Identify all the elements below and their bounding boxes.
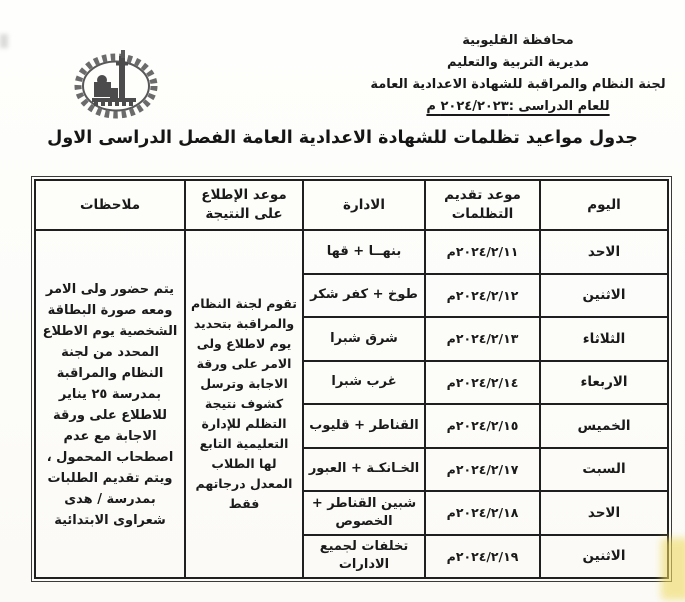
date-cell: ٢٠٢٤/٢/١٣م: [425, 317, 540, 361]
day-cell: الاثنين: [540, 535, 668, 579]
administration-cell: شبين القناطر + الخصوص: [303, 491, 425, 535]
day-cell: الخميس: [540, 404, 668, 448]
header-result-view-date: موعد الإطلاع على النتيجة: [185, 180, 303, 230]
administration-cell: القناطر + قليوب: [303, 404, 425, 448]
date-cell: ٢٠٢٤/٢/١٨م: [425, 491, 540, 535]
date-cell: ٢٠٢٤/٢/١٩م: [425, 535, 540, 579]
administration-cell: غرب شبرا: [303, 361, 425, 405]
page-title: جدول مواعيد تظلمات للشهادة الاعدادية العامة الفصل الدراسى الاول: [47, 128, 638, 148]
letterhead-academic-year: للعام الدراسى :٢٠٢٤/٢٠٢٣ م: [426, 99, 610, 114]
header-administration: الادارة: [303, 180, 425, 230]
date-cell: ٢٠٢٤/٢/١٢م: [425, 274, 540, 318]
administration-cell: تخلفات لجميع الادارات: [303, 535, 425, 579]
appeals-schedule-table: [34, 179, 669, 579]
header-submission-date: موعد تقديم التظلمات: [425, 180, 540, 230]
day-cell: الاثنين: [540, 274, 668, 318]
letterhead-directorate: مديرية التربية والتعليم: [446, 55, 590, 70]
table-row: [35, 230, 668, 274]
scan-artifact-smudge: [0, 34, 8, 48]
letterhead: [363, 30, 673, 118]
administration-cell: شرق شبرا: [303, 317, 425, 361]
administration-cell: بنهــا + قها: [303, 230, 425, 274]
governorate-emblem: [58, 44, 170, 128]
day-cell: الاحد: [540, 230, 668, 274]
notes-cell: يتم حضور ولى الامر ومعه صورة البطاقة الشخصية يوم الاطلاع المحدد من لجنة النظام والمراقبة بمدرسة ٢٥ يناير للاطلاع على ورقة الاجابة مع عدم اصطحاب المحمول ، ويتم تقديم الطلبات بمدرسة / هدى شعراوى الابتدائية: [35, 230, 185, 578]
date-cell: ٢٠٢٤/٢/١٤م: [425, 361, 540, 405]
governorate-emblem-icon: [58, 44, 170, 128]
day-cell: الثلاثاء: [540, 317, 668, 361]
day-cell: الاربعاء: [540, 361, 668, 405]
day-cell: السبت: [540, 448, 668, 492]
scan-artifact-yellow: [661, 538, 685, 600]
day-cell: الاحد: [540, 491, 668, 535]
header-row: [35, 180, 668, 230]
schedule-table-frame: [31, 176, 672, 582]
date-cell: ٢٠٢٤/٢/١١م: [425, 230, 540, 274]
date-cell: ٢٠٢٤/٢/١٥م: [425, 404, 540, 448]
result-view-note-cell: تقوم لجنة النظام والمراقبة بتحديد يوم لاطلاع ولى الامر على ورقة الاجابة وترسل كشوف نتيجة التظلم للإدارة التعليمية التابع لها الطلاب المعدل درجاتهم فقط: [185, 230, 303, 578]
administration-cell: الخـانكـة + العبور: [303, 448, 425, 492]
date-cell: ٢٠٢٤/٢/١٧م: [425, 448, 540, 492]
letterhead-committee: لجنة النظام والمراقبة للشهادة الاعدادية العامة: [370, 77, 666, 92]
header-notes: ملاحظات: [35, 180, 185, 230]
header-day: اليوم: [540, 180, 668, 230]
administration-cell: طوخ + كفر شكر: [303, 274, 425, 318]
letterhead-governorate: محافظة القليوبية: [462, 33, 574, 48]
